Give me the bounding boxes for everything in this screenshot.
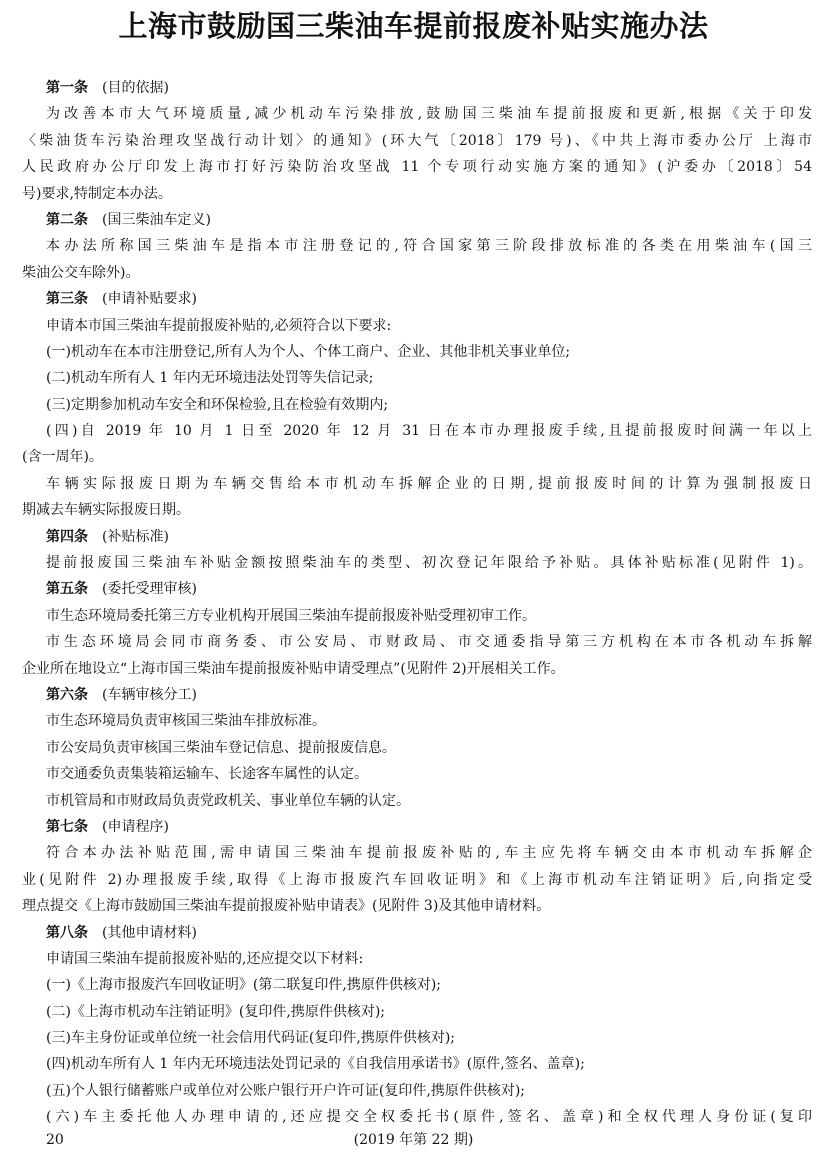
article-subtitle: (申请程序): [102, 818, 169, 835]
page-number: 20: [46, 1132, 64, 1148]
paragraph-line: (五)个人银行储蓄账户或单位对公账户银行开户许可证(复印件,携原件供核对);: [46, 1082, 526, 1099]
article-subtitle: (申请补贴要求): [102, 291, 197, 308]
paragraph-line: 申请本市国三柴油车提前报废补贴的,必须符合以下要求:: [46, 317, 392, 334]
article-number: 第四条: [46, 528, 88, 545]
paragraph-line: (一)《上海市报废汽车回收证明》(第二联复印件,携原件供核对);: [46, 977, 442, 994]
paragraph-line: (二)机动车所有人 1 年内无环境违法处罚等失信记录;: [46, 370, 374, 387]
article-heading: [22, 920, 812, 946]
paragraph-line: 提前报废国三柴油车补贴金额按照柴油车的类型、初次登记年限给予补贴。具体补贴标准(见附件 1)。: [46, 555, 812, 572]
article-subtitle: (国三柴油车定义): [102, 211, 211, 228]
paragraph-line: (四)机动车所有人 1 年内无环境违法处罚记录的《自我信用承诺书》(原件,签名、盖章);: [46, 1056, 585, 1073]
article-number: 第五条: [46, 581, 88, 598]
article-heading: [22, 207, 812, 233]
paragraph-line: (含一周年)。: [22, 449, 103, 466]
article-subtitle: (其他申请材料): [102, 924, 197, 941]
article-heading: [22, 576, 812, 602]
article-subtitle: (委托受理审核): [102, 581, 197, 598]
article-heading: [22, 286, 812, 312]
paragraph-line: (三)定期参加机动车安全和环保检验,且在检验有效期内;: [46, 396, 389, 413]
paragraph-line: 为改善本市大气环境质量,减少机动车污染排放,鼓励国三柴油车提前报废和更新,根据《关于印发: [46, 106, 812, 123]
paragraph-line: 申请国三柴油车提前报废补贴的,还应提交以下材料:: [46, 950, 364, 967]
paragraph-line: 〈柴油货车污染治理攻坚战行动计划〉的通知》(环大气〔2018〕179 号)、《中共上海市委办公厅 上海市: [22, 132, 812, 149]
article-subtitle: (目的依据): [102, 80, 169, 96]
paragraph-line: 市公安局负责审核国三柴油车登记信息、提前报废信息。: [46, 739, 396, 756]
article-heading: [22, 75, 812, 101]
paragraph-line: 期减去车辆实际报废日期。: [22, 502, 190, 519]
article-number: 第七条: [46, 818, 88, 835]
paragraph-line: 柴油公交车除外)。: [22, 264, 140, 281]
article-number: 第一条: [46, 80, 88, 96]
paragraph-line: (四)自 2019 年 10 月 1 日至 2020 年 12 月 31 日在本市办理报废手续,且提前报废时间满一年以上: [46, 423, 812, 440]
paragraph-line: 市生态环境局会同市商务委、市公安局、市财政局、市交通委指导第三方机构在本市各机动车拆解: [46, 634, 812, 651]
document-title: 上海市鼓励国三柴油车提前报废补贴实施办法: [118, 9, 709, 43]
article-number: 第八条: [46, 924, 88, 941]
paragraph-line: 号)要求,特制定本办法。: [22, 185, 172, 202]
paragraph-line: (六)车主委托他人办理申请的,还应提交全权委托书(原件,签名、盖章)和全权代理人身份证(复印: [46, 1109, 812, 1126]
paragraph-line: 本办法所称国三柴油车是指本市注册登记的,符合国家第三阶段排放标准的各类在用柴油车(国三: [46, 238, 812, 255]
article-heading: [22, 524, 812, 550]
paragraph-line: (三)车主身份证或单位统一社会信用代码证(复印件,携原件供核对);: [46, 1030, 456, 1047]
paragraph-line: 企业所在地设立“上海市国三柴油车提前报废补贴申请受理点”(见附件 2)开展相关工作。: [22, 660, 565, 677]
document-body: [22, 75, 812, 1131]
paragraph-line: 市生态环境局委托第三方专业机构开展国三柴油车提前报废补贴受理初审工作。: [46, 607, 536, 624]
article-subtitle: (车辆审核分工): [102, 686, 197, 703]
issue-label: (2019 年第 22 期): [353, 1132, 474, 1148]
article-heading: [22, 814, 812, 840]
paragraph-line: 符合本办法补贴范围,需申请国三柴油车提前报废补贴的,车主应先将车辆交由本市机动车拆解企: [46, 845, 812, 862]
paragraph-line: (二)《上海市机动车注销证明》(复印件,携原件供核对);: [46, 1003, 386, 1020]
paragraph-line: 市交通委负责集装箱运输车、长途客车属性的认定。: [46, 766, 368, 783]
article-number: 第二条: [46, 211, 88, 228]
paragraph-line: 车辆实际报废日期为车辆交售给本市机动车拆解企业的日期,提前报废时间的计算为强制报废日: [46, 475, 812, 492]
paragraph-line: 业(见附件 2)办理报废手续,取得《上海市报废汽车回收证明》和《上海市机动车注销证明》后,向指定受: [22, 871, 812, 888]
paragraph-line: 人民政府办公厅印发上海市打好污染防治攻坚战 11 个专项行动实施方案的通知》(沪委办〔2018〕54: [22, 159, 812, 176]
article-subtitle: (补贴标准): [102, 528, 169, 545]
article-number: 第六条: [46, 686, 88, 703]
article-number: 第三条: [46, 291, 88, 308]
paragraph-line: 理点提交《上海市鼓励国三柴油车提前报废补贴申请表》(见附件 3)及其他申请材料。: [22, 898, 551, 915]
paragraph-line: 市生态环境局负责审核国三柴油车排放标准。: [46, 713, 326, 730]
article-heading: [22, 682, 812, 708]
paragraph-line: 市机管局和市财政局负责党政机关、事业单位车辆的认定。: [46, 792, 410, 809]
paragraph-line: (一)机动车在本市注册登记,所有人为个人、个体工商户、企业、其他非机关事业单位;: [46, 343, 571, 360]
